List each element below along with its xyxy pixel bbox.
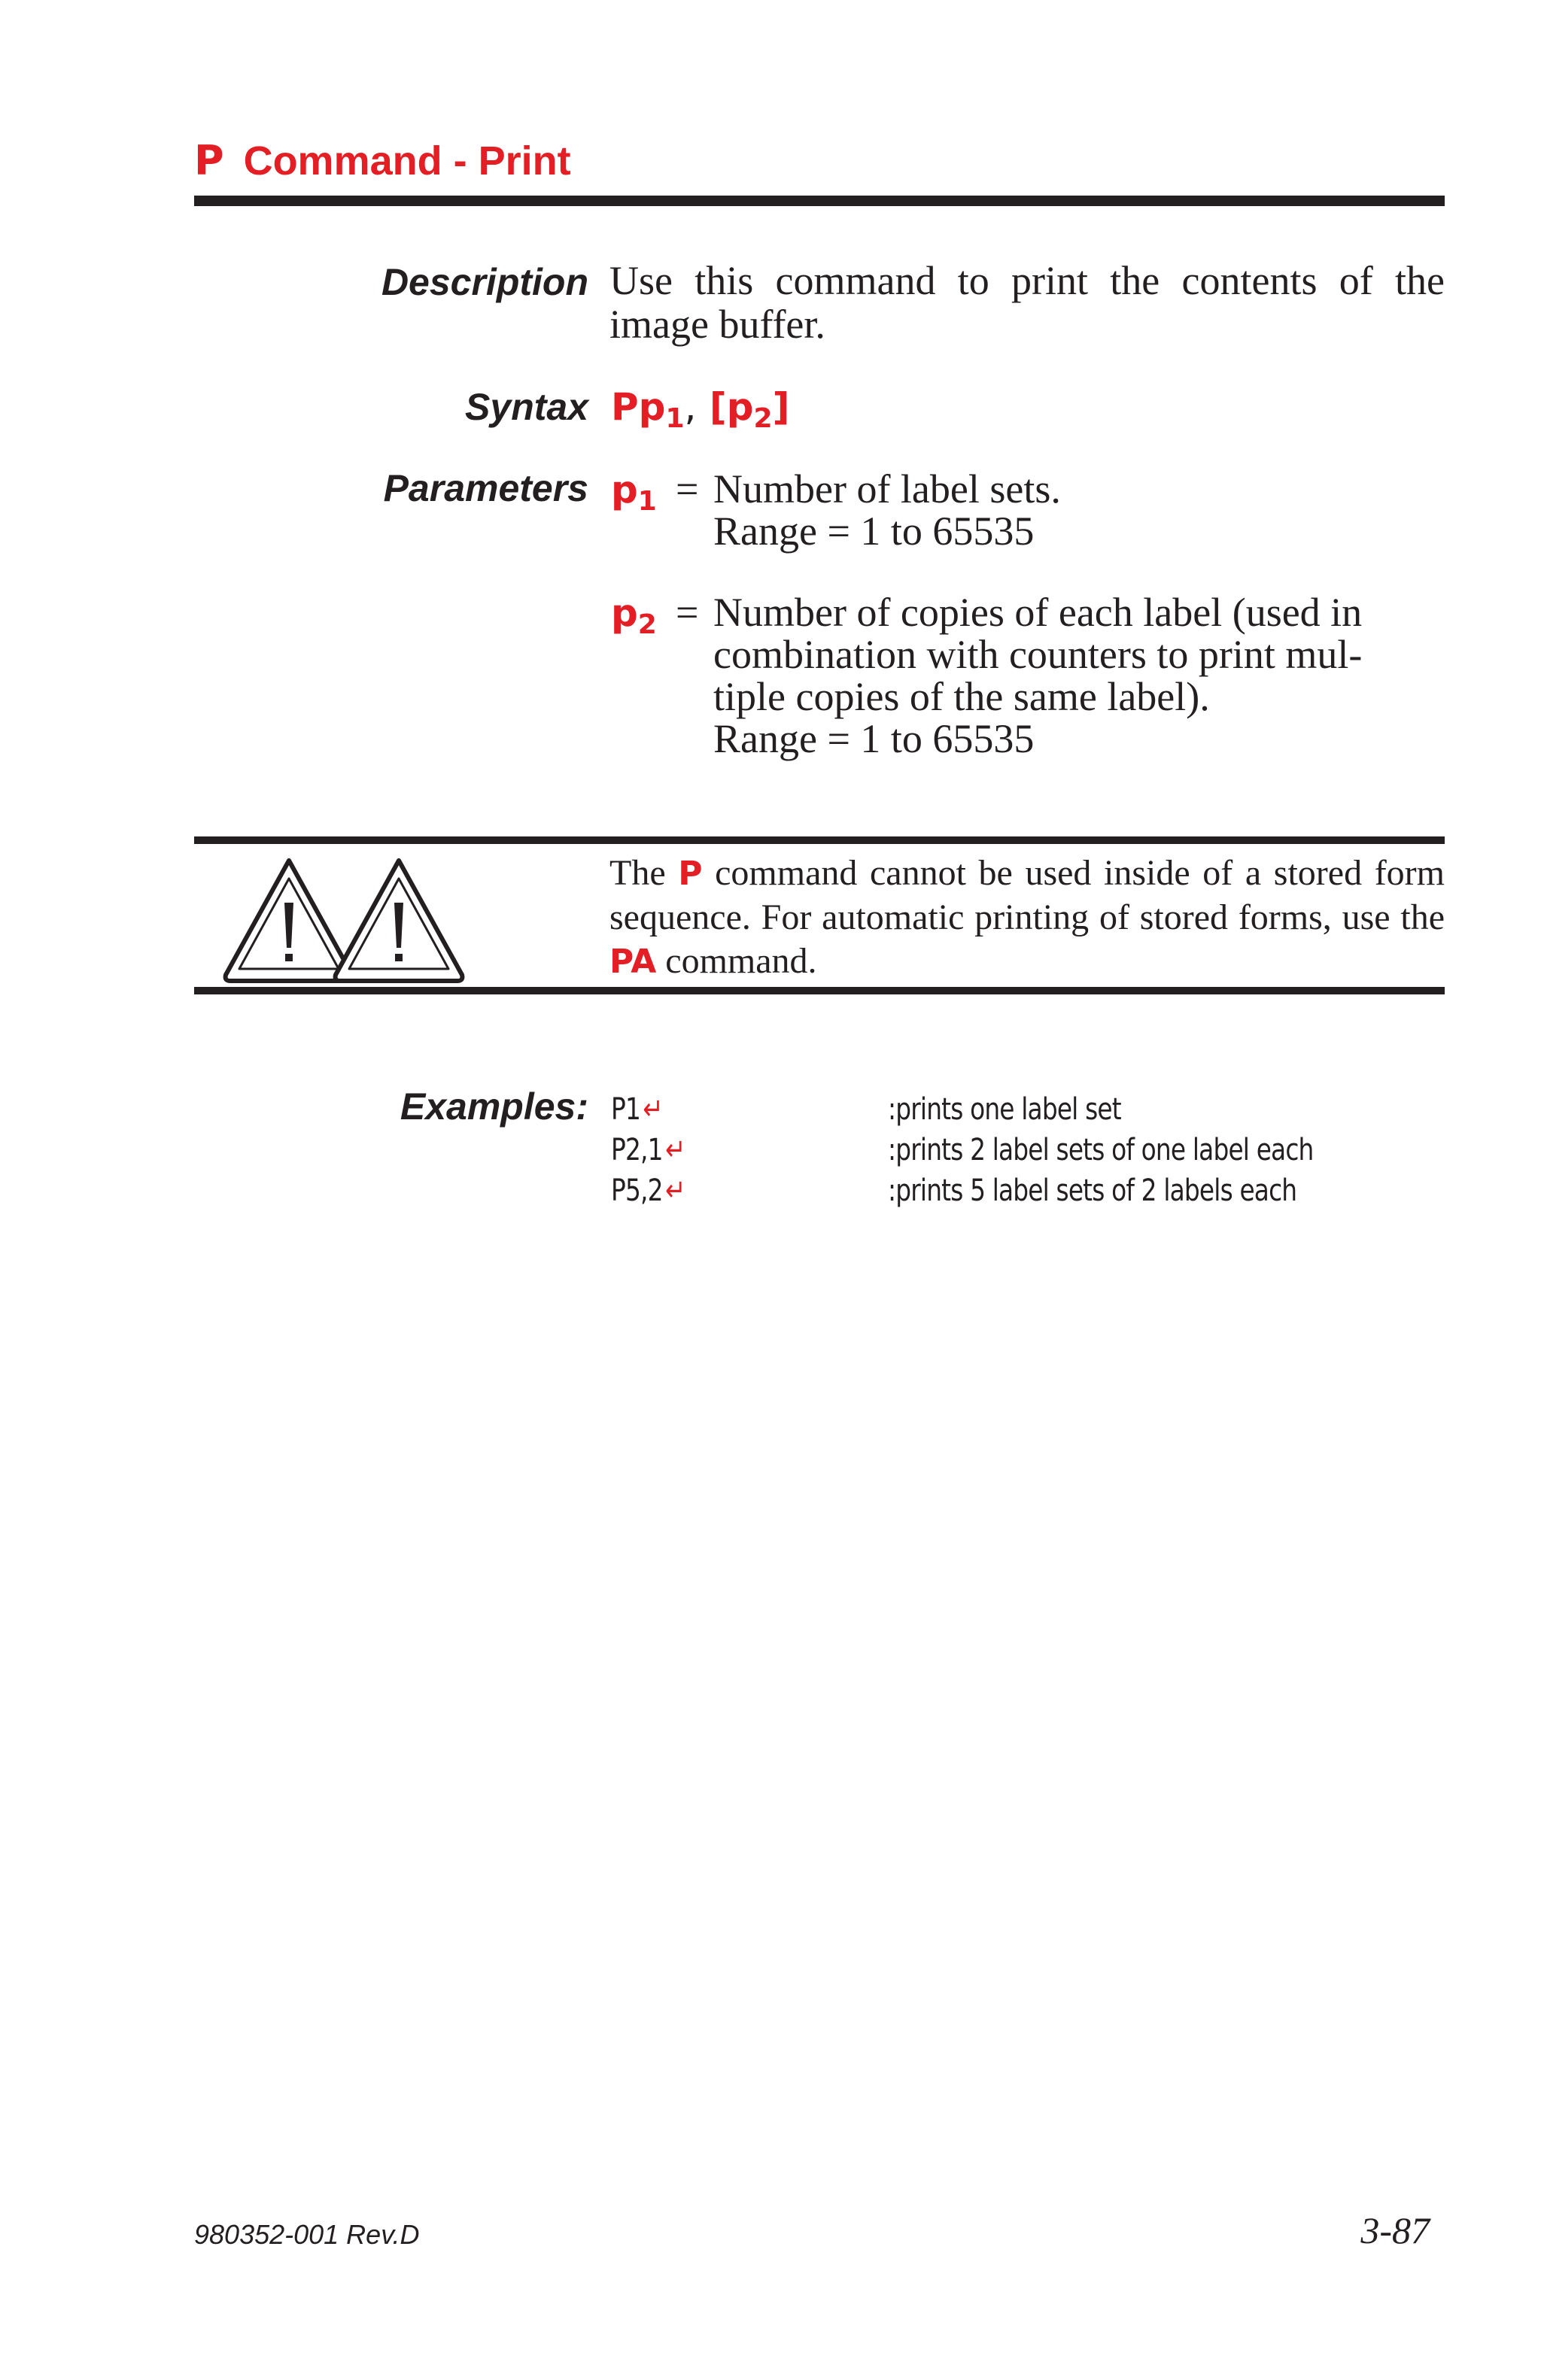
param-p1-line: Number of label sets. bbox=[713, 466, 1061, 512]
example-desc: :prints one label set bbox=[888, 1092, 1121, 1127]
param-p1-desc bbox=[713, 468, 1445, 552]
param-p2-name bbox=[611, 591, 657, 640]
param-p2-desc bbox=[713, 591, 1445, 760]
page-number: 3-87 bbox=[1360, 2209, 1430, 2251]
syntax-label: Syntax bbox=[465, 386, 588, 428]
syntax-p2-sub: 2 bbox=[753, 403, 773, 434]
param-p2-line: combination with counters to print mul- bbox=[713, 632, 1363, 677]
example-desc: :prints 5 label sets of 2 labels each bbox=[888, 1173, 1297, 1208]
param-p1-eq: = bbox=[676, 466, 699, 512]
example-code: P1↵ bbox=[611, 1092, 663, 1127]
param-p2-line: Number of copies of each label (used in bbox=[713, 590, 1363, 635]
syntax-p1: p bbox=[638, 385, 666, 429]
param-p1-sub: 1 bbox=[637, 486, 657, 517]
description-text: Use this command to print the contents of the image buffer. bbox=[609, 258, 1445, 347]
header-rule bbox=[194, 196, 1445, 206]
syntax-value bbox=[611, 385, 789, 434]
param-p1-line: Range = 1 to 65535 bbox=[713, 508, 1035, 554]
enter-icon: ↵ bbox=[664, 1173, 685, 1208]
enter-icon: ↵ bbox=[664, 1133, 685, 1167]
example-desc: :prints 2 label sets of one label each bbox=[888, 1133, 1314, 1167]
warning-cmd-p: P bbox=[678, 855, 703, 893]
warning-cmd-pa: PA bbox=[609, 943, 657, 981]
syntax-comma: , bbox=[684, 385, 697, 429]
syntax-p2: [p bbox=[709, 385, 754, 429]
page-title bbox=[194, 137, 571, 184]
parameters-label: Parameters bbox=[383, 467, 588, 509]
example-code: P5,2↵ bbox=[611, 1173, 685, 1208]
warning-top-rule bbox=[194, 836, 1445, 844]
examples-codes bbox=[611, 1089, 685, 1211]
param-p2-line: Range = 1 to 65535 bbox=[713, 716, 1035, 761]
param-p2-sub: 2 bbox=[637, 609, 657, 640]
warning-bottom-rule bbox=[194, 987, 1445, 994]
warning-icons bbox=[223, 856, 474, 989]
syntax-p1-sub: 1 bbox=[665, 403, 685, 434]
param-p2-base: p bbox=[611, 591, 638, 635]
param-p1-base: p bbox=[611, 468, 638, 512]
warning-text-2: command cannot be used inside of a stored form sequence. For automatic printing of stored forms, use the bbox=[609, 853, 1445, 937]
syntax-cmd: P bbox=[611, 385, 639, 429]
param-p2-line: tiple copies of the same label). bbox=[713, 674, 1210, 719]
syntax-p2-close: ] bbox=[772, 385, 790, 429]
enter-icon: ↵ bbox=[643, 1092, 663, 1127]
warning-text bbox=[609, 852, 1445, 984]
examples-label: Examples: bbox=[400, 1085, 588, 1128]
param-p2-eq: = bbox=[676, 590, 699, 635]
examples-descriptions bbox=[888, 1089, 1314, 1211]
doc-number: 980352-001 Rev.D bbox=[194, 2219, 420, 2250]
warning-triangle-icon bbox=[223, 856, 474, 985]
title-text: Command - Print bbox=[243, 138, 571, 184]
param-p1-name bbox=[611, 468, 657, 517]
command-letter: P bbox=[194, 137, 224, 184]
example-code: P2,1↵ bbox=[611, 1133, 685, 1167]
description-label: Description bbox=[381, 261, 588, 303]
warning-text-3: command. bbox=[665, 941, 817, 981]
warning-text-1: The bbox=[609, 853, 666, 893]
